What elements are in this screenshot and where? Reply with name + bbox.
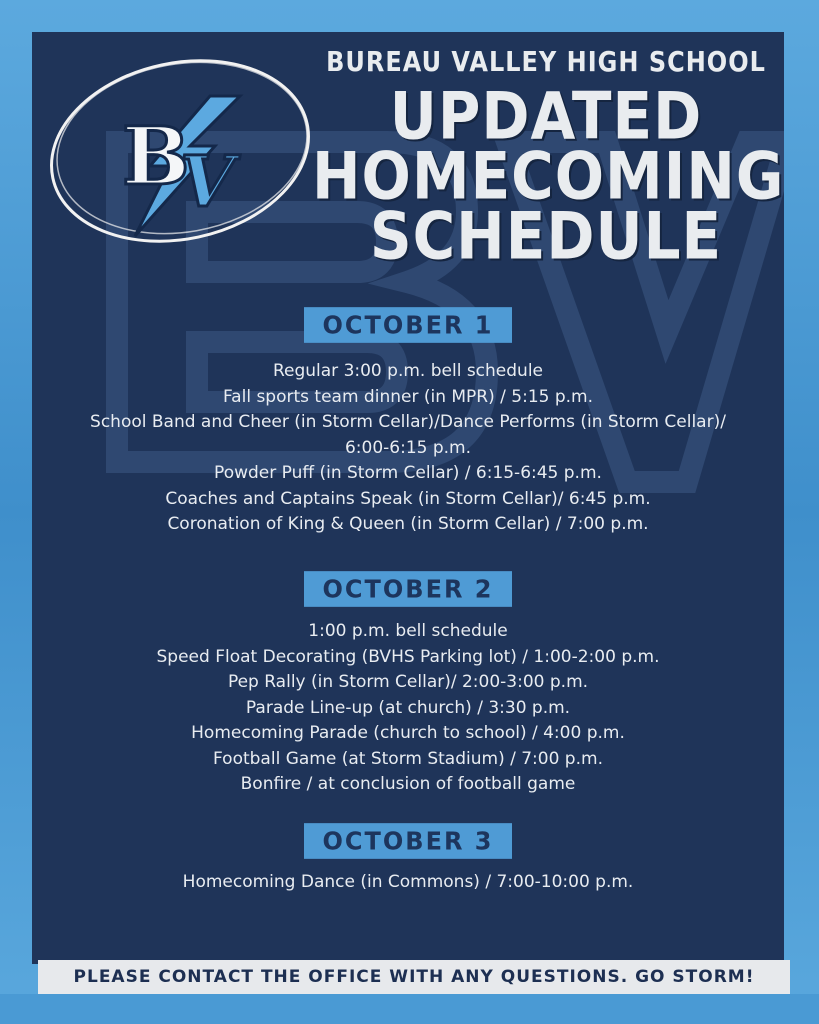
list-item: School Band and Cheer (in Storm Cellar)/Dance Performs (in Storm Cellar)/ [90,412,726,432]
header [312,42,784,275]
date-badge: OCTOBER 1 [304,307,511,343]
footer-banner: PLEASE CONTACT THE OFFICE WITH ANY QUESTIONS. GO STORM! [38,960,790,994]
list-item: Bonfire / at conclusion of football game [240,774,576,794]
date-badge: OCTOBER 3 [304,823,511,859]
list-item: Coaches and Captains Speak (in Storm Cellar)/ 6:45 p.m. [165,488,651,509]
poster [32,32,784,964]
logo [40,36,310,266]
school-name: BUREAU VALLEY HIGH SCHOOL [326,45,766,79]
bv-logo-icon [40,36,310,266]
list-item: Homecoming Parade (church to school) / 4:00 p.m. [191,723,625,743]
date-badge: OCTOBER 2 [304,571,511,607]
list-item: Pep Rally (in Storm Cellar)/ 2:00-3:00 p.m. [227,672,589,692]
list-item: Parade Line-up (at church) / 3:30 p.m. [245,697,571,718]
list-item: 1:00 p.m. bell schedule [308,621,508,641]
title-line-2: HOMECOMING [312,137,784,215]
list-item: Homecoming Dance (in Commons) / 7:00-10:00 p.m. [182,872,634,892]
list-item: Powder Puff (in Storm Cellar) / 6:15-6:45 p.m. [214,463,602,483]
list-item: 6:00-6:15 p.m. [344,437,472,458]
section-october-1-items [32,359,784,538]
section-october-3-items [32,870,784,896]
list-item: Regular 3:00 p.m. bell schedule [272,361,544,381]
section-october-2-label [32,572,784,606]
svg-text:V: V [180,140,235,223]
section-october-2-items [32,619,784,798]
list-item: Football Game (at Storm Stadium) / 7:00 p.m. [213,748,603,769]
section-october-1-label [32,308,784,342]
list-item: Coronation of King & Queen (in Storm Cellar) / 7:00 p.m. [167,514,649,534]
list-item: Fall sports team dinner (in MPR) / 5:15 p.m. [222,386,594,407]
list-item: Speed Float Decorating (BVHS Parking lot) / 1:00-2:00 p.m. [156,646,660,667]
svg-text:B: B [122,109,190,203]
bottom-frame-strip [0,994,819,1024]
section-october-3-label [32,824,784,858]
title-line-3: SCHEDULE [369,197,723,275]
title-line-1: UPDATED [389,77,703,155]
